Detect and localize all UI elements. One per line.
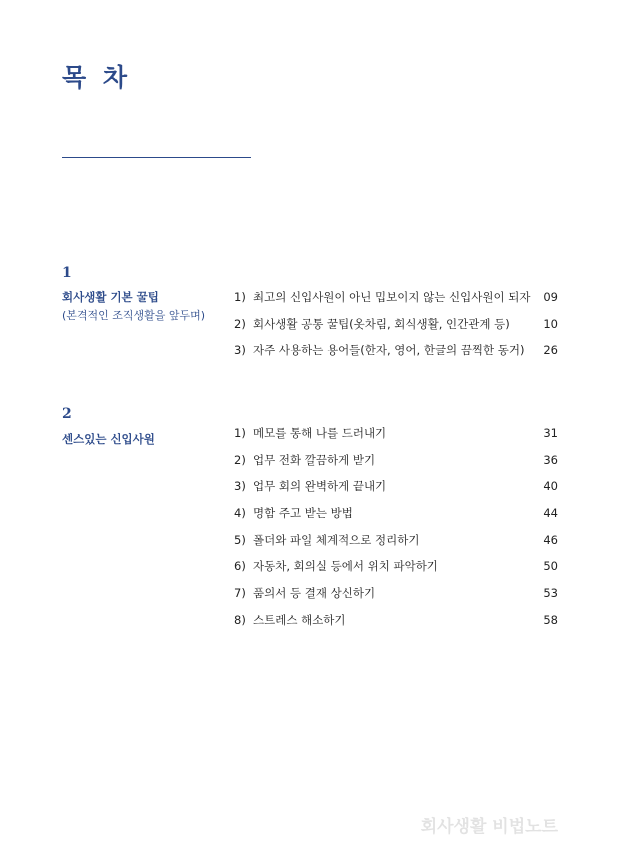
toc-entry-number: 7) xyxy=(234,586,246,601)
toc-entry-label: 업무 회의 완벽하게 끝내기 xyxy=(253,479,387,494)
toc-entry[interactable] xyxy=(234,612,558,639)
toc-entry-page: 46 xyxy=(543,532,558,547)
toc-entry[interactable] xyxy=(234,452,558,479)
toc-entry-label: 자주 사용하는 용어들(한자, 영어, 한글의 끔찍한 동거) xyxy=(253,343,525,358)
toc-entry[interactable] xyxy=(234,585,558,612)
toc-entry-number: 8) xyxy=(234,612,246,627)
toc-entry[interactable] xyxy=(234,425,558,452)
toc-entry-number: 2) xyxy=(234,316,246,331)
toc-entry-number: 2) xyxy=(234,452,246,467)
toc-entry-label: 회사생활 공통 꿀팁(옷차림, 회식생활, 인간관계 등) xyxy=(253,316,510,331)
toc-entry-number: 1) xyxy=(234,426,246,440)
toc-entry-label: 메모를 통해 나를 드러내기 xyxy=(253,426,387,440)
toc-entry-label: 자동차, 회의실 등에서 위치 파악하기 xyxy=(253,559,438,574)
toc-entry-label: 최고의 신입사원이 아닌 밉보이지 않는 신입사원이 되자 xyxy=(253,290,531,304)
section-number: 2 xyxy=(62,406,72,422)
section-title: 회사생활 기본 꿀팁 xyxy=(62,290,159,304)
toc-list-section-2 xyxy=(234,425,558,639)
section-number: 1 xyxy=(62,265,72,281)
toc-entry[interactable] xyxy=(234,342,558,369)
toc-entry[interactable] xyxy=(234,505,558,532)
toc-entry-number: 1) xyxy=(234,290,246,304)
toc-entry-number: 4) xyxy=(234,506,246,521)
toc-entry-page: 50 xyxy=(543,559,558,574)
footer-book-title: 회사생활 비법노트 xyxy=(420,817,558,837)
toc-entry-page: 09 xyxy=(543,290,558,304)
toc-entry-page: 31 xyxy=(543,426,558,440)
toc-entry[interactable] xyxy=(234,289,558,316)
toc-entry[interactable] xyxy=(234,316,558,343)
toc-entry-page: 58 xyxy=(543,612,558,627)
toc-entry[interactable] xyxy=(234,478,558,505)
section-title: 센스있는 신입사원 xyxy=(62,432,155,446)
toc-entry-label: 업무 전화 깔끔하게 받기 xyxy=(253,452,376,467)
toc-list-section-1 xyxy=(234,289,558,369)
toc-entry-number: 3) xyxy=(234,343,246,358)
toc-entry-page: 26 xyxy=(543,343,558,358)
section-subtitle: (본격적인 조직생활을 앞두며) xyxy=(62,309,206,322)
toc-entry-page: 53 xyxy=(543,586,558,601)
toc-entry[interactable] xyxy=(234,558,558,585)
toc-entry-number: 3) xyxy=(234,479,246,494)
toc-entry-page: 44 xyxy=(543,506,558,521)
title-divider xyxy=(62,157,251,158)
toc-entry-label: 폴더와 파일 체계적으로 정리하기 xyxy=(253,532,420,547)
page-title: 목 차 xyxy=(62,63,132,92)
toc-entry-number: 5) xyxy=(234,532,246,547)
toc-entry-page: 40 xyxy=(543,479,558,494)
toc-entry-number: 6) xyxy=(234,559,246,574)
toc-entry-page: 36 xyxy=(543,452,558,467)
toc-entry-label: 스트레스 해소하기 xyxy=(253,612,346,627)
toc-entry[interactable] xyxy=(234,532,558,559)
toc-entry-label: 품의서 등 결재 상신하기 xyxy=(253,586,376,601)
toc-entry-label: 명함 주고 받는 방법 xyxy=(253,506,353,521)
toc-entry-page: 10 xyxy=(543,316,558,331)
